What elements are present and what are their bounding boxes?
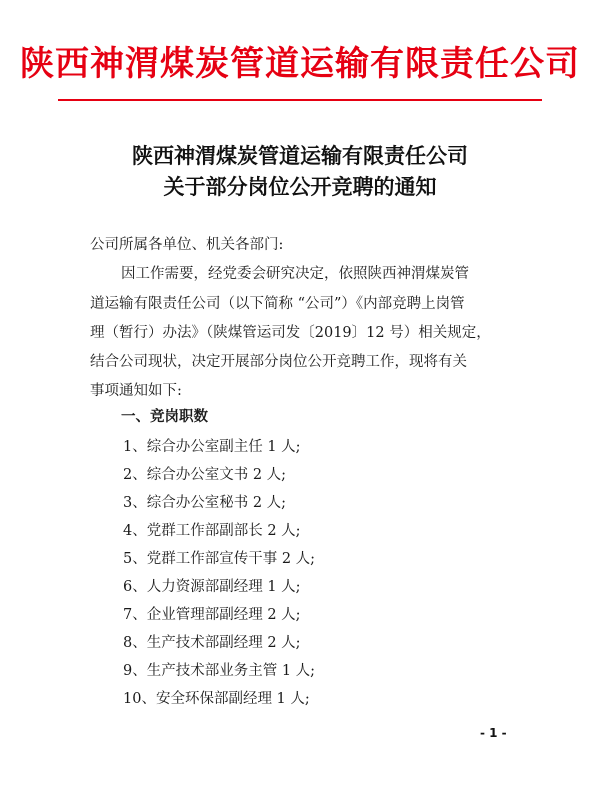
- position-list-item: 4、党群工作部副部长 2 人;: [123, 523, 301, 539]
- letterhead-company-name: 陕西神渭煤炭管道运输有限责任公司: [20, 44, 580, 84]
- position-list-item: 6、人力资源部副经理 1 人;: [123, 579, 301, 595]
- position-list-item: 2、综合办公室文书 2 人;: [123, 467, 287, 483]
- position-list-item: 7、企业管理部副经理 2 人;: [123, 607, 301, 623]
- position-list-item: 3、综合办公室秘书 2 人;: [123, 495, 287, 511]
- section-heading: 一、竞岗职数: [121, 409, 208, 425]
- paragraph-line: 事项通知如下:: [90, 383, 182, 399]
- letterhead-red-rule: [58, 99, 542, 101]
- paragraph-line: 理（暂行）办法》（陕煤管运司发〔2019〕12 号）相关规定，: [90, 325, 491, 341]
- position-list-item: 9、生产技术部业务主管 1 人;: [123, 663, 316, 679]
- page-number: - 1 -: [480, 726, 507, 740]
- paragraph-line: 道运输有限责任公司（以下简称 “公司”）《内部竞聘上岗管: [90, 296, 465, 312]
- position-list-item: 8、生产技术部副经理 2 人;: [123, 635, 301, 651]
- position-list-item: 5、党群工作部宣传干事 2 人;: [123, 551, 316, 567]
- salutation: 公司所属各单位、机关各部门:: [90, 237, 284, 253]
- document-title-line-1: 陕西神渭煤炭管道运输有限责任公司: [132, 143, 468, 168]
- position-list-item: 10、安全环保部副经理 1 人;: [123, 691, 310, 707]
- position-list-item: 1、综合办公室副主任 1 人;: [123, 439, 301, 455]
- document-title-line-2: 关于部分岗位公开竞聘的通知: [163, 174, 437, 199]
- paragraph-line: 结合公司现状，决定开展部分岗位公开竞聘工作，现将有关: [90, 354, 467, 370]
- paragraph-line: 因工作需要，经党委会研究决定，依照陕西神渭煤炭管: [121, 266, 469, 282]
